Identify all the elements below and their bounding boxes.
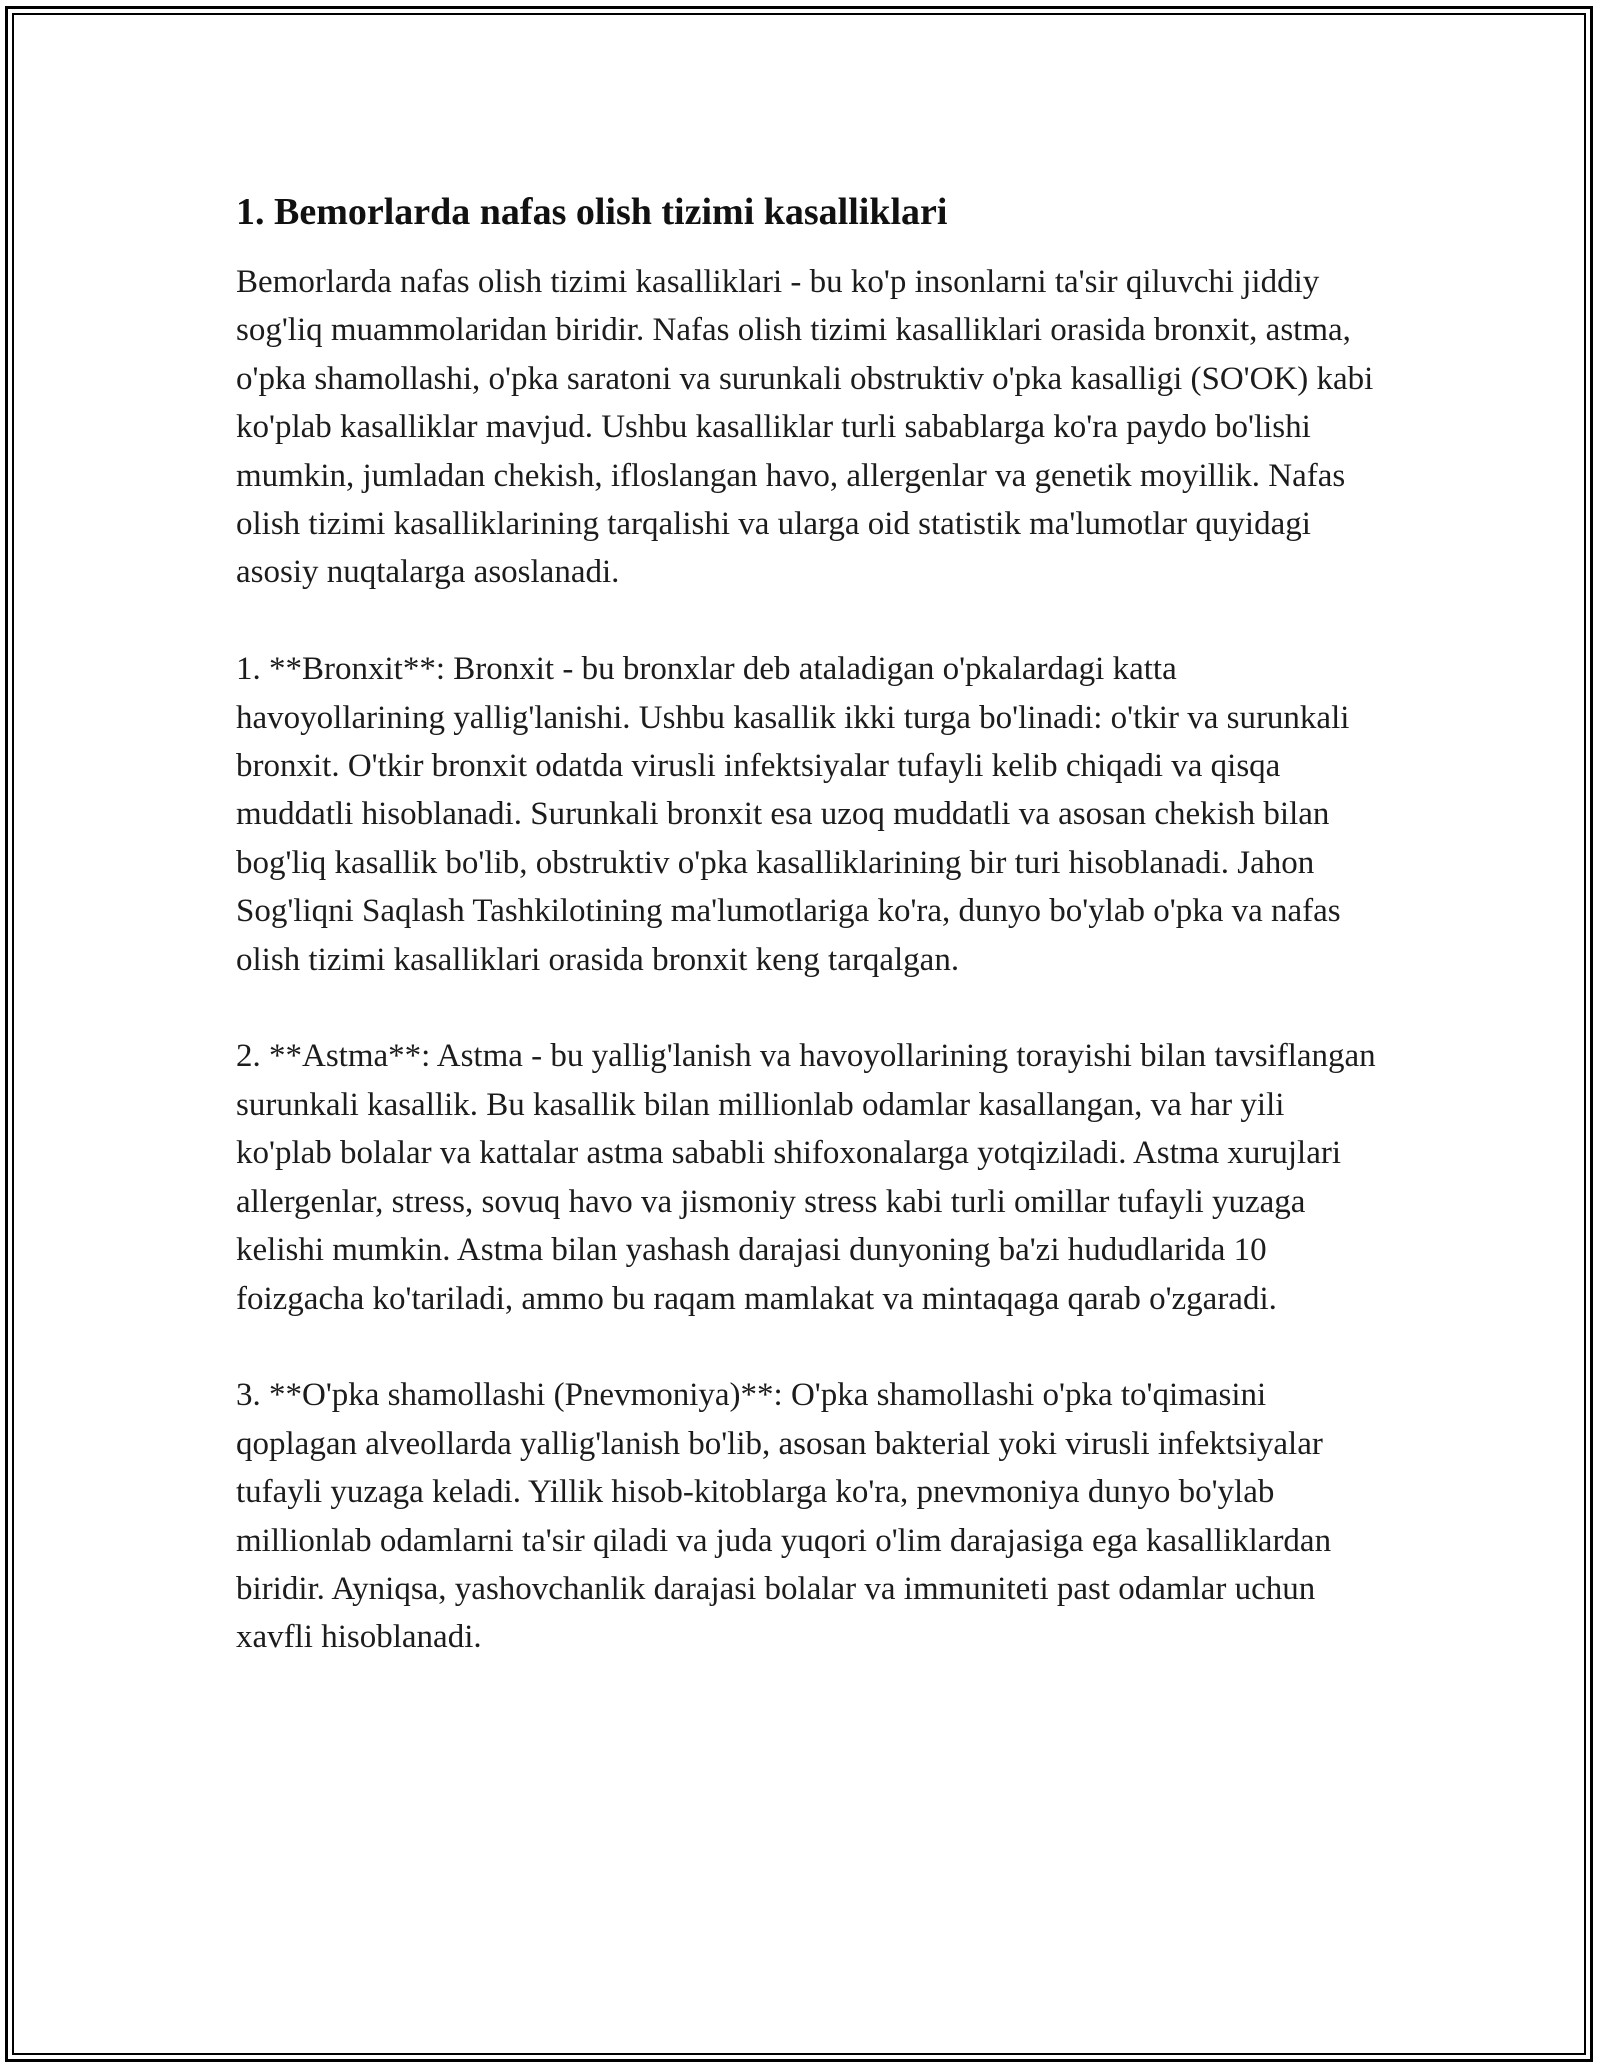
astma-paragraph: 2. **Astma**: Astma - bu yallig'lanish va havoyollarining torayishi bilan tavsiflangan surunkali kasallik. Bu kasallik bilan millionlab odamlar kasallangan, va har yili ko'plab bolalar va kattalar astma sababli shifoxonalarga yotqiziladi. Astma xurujlari allergenlar, stress, sovuq havo va jismoniy stress kabi turli omillar tufayli yuzaga kelishi mumkin. Astma bilan yashash darajasi dunyoning ba'zi hududlarida 10 foizgacha ko'tariladi, ammo bu raqam mamlakat va mintaqaga qarab o'zgaradi.	[236, 1038, 1376, 1317]
bronxit-paragraph: 1. **Bronxit**: Bronxit - bu bronxlar deb ataladigan o'pkalardagi katta havoyollarining yallig'lanishi. Ushbu kasallik ikki turga bo'linadi: o'tkir va surunkali bronxit. O'tkir bronxit odatda virusli infektsiyalar tufayli kelib chiqadi va qisqa muddatli hisoblanadi. Surunkali bronxit esa uzoq muddatli va asosan chekish bilan bog'liq kasallik bo'lib, obstruktiv o'pka kasalliklarining bir turi hisoblanadi. Jahon Sog'liqni Saqlash Tashkilotining ma'lumotlariga ko'ra, dunyo bo'ylab o'pka va nafas olish tizimi kasalliklari orasida bronxit keng tarqalgan.	[236, 651, 1350, 978]
document-body	[236, 186, 1376, 1662]
document-title: 1. Bemorlarda nafas olish tizimi kasalliklari	[236, 191, 948, 233]
pnevmoniya-paragraph: 3. **O'pka shamollashi (Pnevmoniya)**: O'pka shamollashi o'pka to'qimasini qoplagan alveollarda yallig'lanish bo'lib, asosan bakterial yoki virusli infektsiyalar tufayli yuzaga keladi. Yillik hisob-kitoblarga ko'ra, pnevmoniya dunyo bo'ylab millionlab odamlarni ta'sir qiladi va juda yuqori o'lim darajasiga ega kasalliklardan biridir. Ayniqsa, yashovchanlik darajasi bolalar va immuniteti past odamlar uchun xavfli hisoblanadi.	[236, 1377, 1332, 1656]
intro-paragraph: Bemorlarda nafas olish tizimi kasalliklari - bu ko'p insonlarni ta'sir qiluvchi jiddiy sog'liq muammolaridan biridir. Nafas olish tizimi kasalliklari orasida bronxit, astma, o'pka shamollashi, o'pka saratoni va surunkali obstruktiv o'pka kasalligi (SO'OK) kabi ko'plab kasalliklar mavjud. Ushbu kasalliklar turli sabablarga ko'ra paydo bo'lishi mumkin, jumladan chekish, ifloslangan havo, allergenlar va genetik moyillik. Nafas olish tizimi kasalliklarining tarqalishi va ularga oid statistik ma'lumotlar quyidagi asosiy nuqtalarga asoslanadi.	[236, 264, 1374, 591]
